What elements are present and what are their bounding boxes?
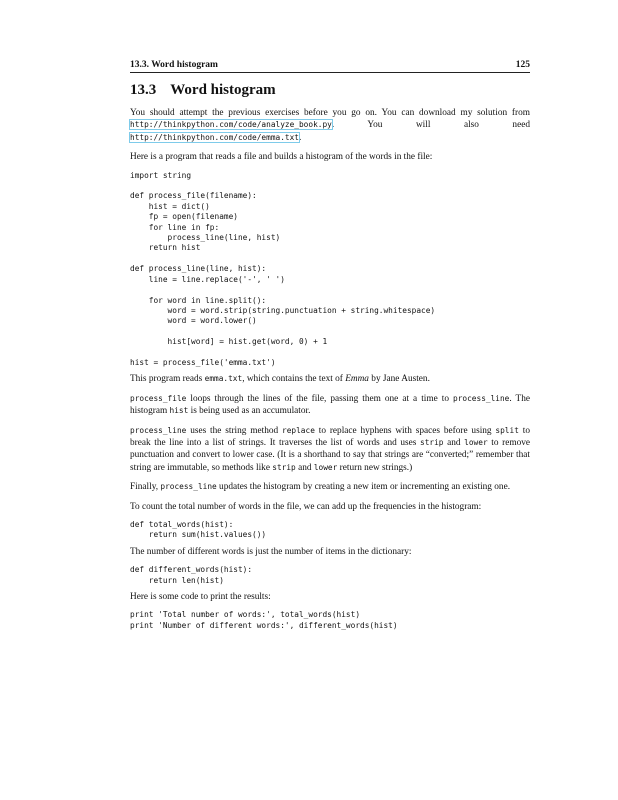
intro-paragraph	[130, 107, 530, 144]
finally-paragraph	[130, 481, 530, 493]
inline-code: process_line	[453, 393, 510, 403]
program-intro-paragraph: Here is a program that reads a file and builds a histogram of the words in the file:	[130, 152, 433, 163]
emma-link[interactable]: http://thinkpython.com/code/emma.txt	[130, 132, 299, 142]
text-run: return new strings.)	[337, 462, 413, 473]
inline-code: strip	[420, 437, 444, 447]
header-page-number: 125	[515, 60, 530, 70]
text-run: loops through the lines of the file, passing them one at a time to	[186, 393, 454, 404]
inline-code: lower	[464, 437, 488, 447]
section-heading	[130, 82, 530, 99]
text-run: You should attempt the previous exercises before you go on. You can download my solution from	[130, 108, 530, 118]
code-block-print: print 'Total number of words:', total_words(hist) print 'Number of different words:', different_words(hist)	[130, 610, 398, 630]
book-title: Emma	[345, 374, 369, 385]
inline-code: lower	[313, 462, 338, 472]
text-run: to break the line into a list of strings. It traverses the list of words and uses	[130, 425, 530, 448]
process-file-paragraph	[130, 393, 530, 418]
inline-code: split	[495, 425, 519, 435]
text-run: is being used as an accumulator.	[188, 406, 311, 417]
text-run: to remove punctuation and convert to lower case. (It is a shorthand to say that strings are “converted;” remember that string are immutable, so methods like	[130, 437, 531, 473]
inline-code: process_line	[160, 482, 217, 492]
section-title: Word histogram	[170, 82, 276, 98]
text-run: and	[443, 437, 465, 448]
solution-link[interactable]: http://thinkpython.com/code/analyze_book.py	[130, 120, 332, 130]
code-block-histogram: import string def process_file(filename): hist = dict() fp = open(filename) for line in fp: process_line(line, hist) return hist def process_line(line, hist): line = line.replace('-', ' ') for word in line.split(): word = word.strip(string.punctuation + string.whitespace) word = word.lower() hist[word] = hist.get(word, 0) + 1 hist = process_file('emma.txt')	[130, 170, 436, 367]
inline-code: process_line	[130, 425, 187, 435]
text-run: updates the histogram by creating a new item or incrementing an existing one.	[216, 482, 511, 493]
inline-code: process_file	[130, 393, 187, 403]
text-run: by Jane Austen.	[368, 374, 430, 385]
inline-code: hist	[169, 406, 189, 416]
inline-code: emma.txt	[204, 374, 243, 384]
text-run: . You will also need	[331, 120, 530, 131]
text-run: .	[299, 132, 302, 143]
section-number: 13.3	[130, 82, 157, 98]
emma-paragraph	[130, 373, 530, 385]
text-run: . The histogram	[130, 393, 531, 417]
text-run: uses the string method	[186, 425, 283, 436]
inline-code: replace	[282, 425, 315, 435]
code-block-total-words: def total_words(hist): return sum(hist.values())	[130, 520, 267, 540]
page-content	[130, 82, 530, 636]
inline-code: strip	[272, 462, 296, 472]
count-words-paragraph: To count the total number of words in the file, we can add up the frequencies in the histogram:	[130, 501, 482, 512]
print-results-paragraph: Here is some code to print the results:	[130, 592, 271, 603]
text-run: to replace hyphens with spaces before using	[314, 425, 496, 436]
text-run: Finally,	[130, 482, 161, 493]
text-run: , which contains the text of	[242, 374, 346, 385]
text-run: and	[295, 462, 314, 473]
code-block-different-words: def different_words(hist): return len(hist)	[130, 565, 253, 585]
different-words-paragraph: The number of different words is just the number of items in the dictionary:	[130, 546, 412, 557]
text-run: This program reads	[130, 374, 205, 385]
running-header	[130, 60, 530, 73]
process-line-paragraph	[130, 425, 530, 475]
header-section-title: 13.3. Word histogram	[130, 60, 218, 70]
